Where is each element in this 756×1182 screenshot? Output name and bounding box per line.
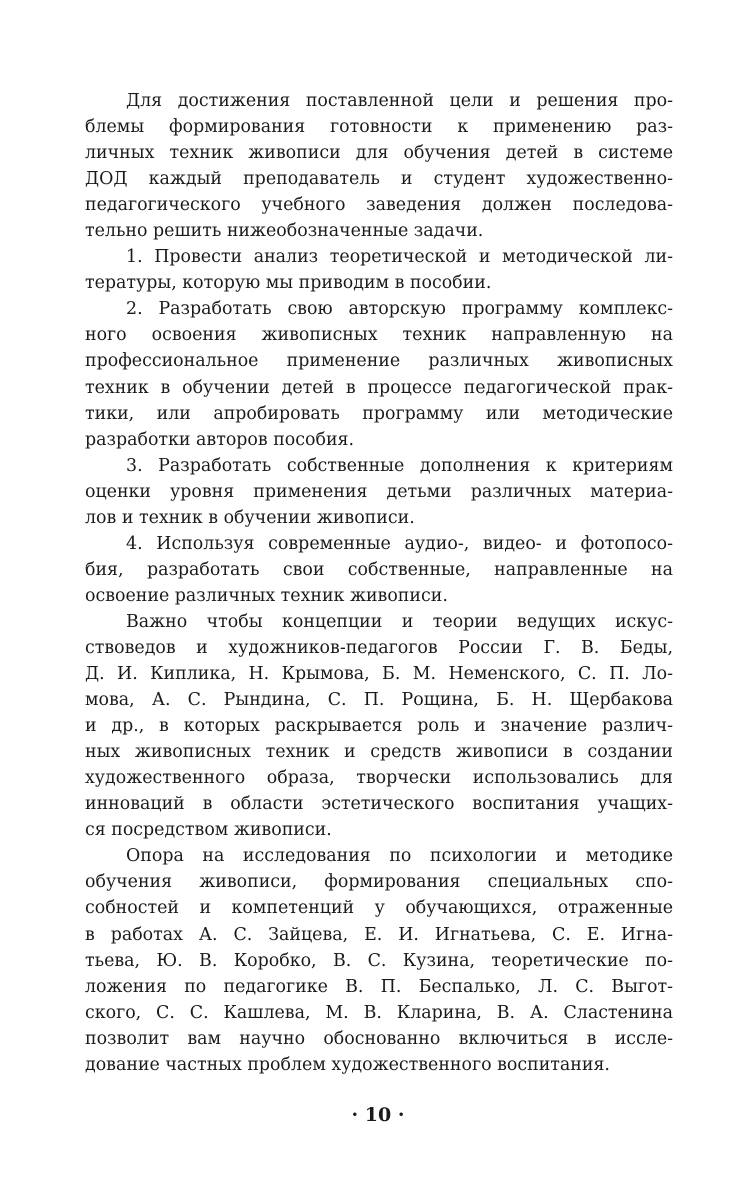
text-line: Важно чтобы концепции и теории ведущих искус-	[126, 611, 673, 632]
text-line: тературы, которую мы приводим в пособии.	[85, 273, 492, 294]
text-line: тьева, Ю. В. Коробко, В. С. Кузина, теоретические по-	[85, 950, 673, 971]
text-line: мова, А. С. Рындина, С. П. Рощина, Б. Н. Щербакова	[85, 690, 673, 711]
text-line: 4. Используя современные аудио-, видео- и фотопосо-	[126, 533, 673, 554]
paragraph	[85, 531, 673, 609]
text-line: и др., в которых раскрывается роль и значение различ-	[85, 716, 673, 737]
text-line: позволит вам научно обоснованно включиться в иссле-	[85, 1028, 673, 1049]
text-line: бия, разработать свои собственные, направленные на	[85, 559, 673, 580]
paragraph	[85, 453, 673, 531]
text-line: Д. И. Киплика, Н. Крымова, Б. М. Неменского, С. П. Ло-	[85, 664, 673, 685]
text-line: ложения по педагогике В. П. Беспалько, Л. С. Выгот-	[85, 976, 673, 997]
text-line: ных живописных техник и средств живописи в создании	[85, 742, 673, 763]
text-line: педагогического учебного заведения должен последова-	[85, 195, 673, 216]
text-line: 2. Разработать свою авторскую программу комплекс-	[126, 299, 673, 320]
text-line: дование частных проблем художественного воспитания.	[85, 1054, 610, 1075]
paragraph	[85, 244, 673, 296]
text-line: инноваций в области эстетического воспитания учащих-	[85, 794, 673, 815]
text-line: ДОД каждый преподаватель и студент художественно-	[85, 169, 673, 190]
body-text	[85, 88, 673, 1078]
text-line: техник в обучении детей в процессе педагогической прак-	[85, 377, 673, 398]
text-line: собностей и компетенций у обучающихся, отраженные	[85, 898, 673, 919]
text-line: художественного образа, творчески использовались для	[85, 768, 673, 789]
text-line: ского, С. С. Кашлева, М. В. Кларина, В. А. Сластенина	[85, 1002, 673, 1023]
text-line: Опора на исследования по психологии и методике	[126, 846, 673, 867]
text-line: освоение различных техник живописи.	[85, 585, 448, 606]
text-line: тельно решить нижеобозначенные задачи.	[85, 221, 484, 242]
text-line: профессиональное применение различных живописных	[85, 351, 673, 372]
text-line: лов и техник в обучении живописи.	[85, 507, 415, 528]
text-line: блемы формирования готовности к применению раз-	[85, 117, 673, 138]
page-number: · 10 ·	[351, 1104, 405, 1126]
paragraph	[85, 609, 673, 843]
text-line: обучения живописи, формирования специальных спо-	[85, 872, 673, 893]
paragraph	[85, 296, 673, 452]
text-line: разработки авторов пособия.	[85, 429, 355, 450]
text-line: в работах А. С. Зайцева, Е. И. Игнатьева, С. Е. Игна-	[85, 924, 673, 945]
text-line: ного освоения живописных техник направленную на	[85, 325, 673, 346]
text-line: ствоведов и художников-педагогов России Г. В. Беды,	[85, 637, 673, 658]
text-line: оценки уровня применения детьми различных материа-	[85, 481, 673, 502]
paragraph	[85, 843, 673, 1077]
text-line: тики, или апробировать программу или методические	[85, 403, 673, 424]
paragraph	[85, 88, 673, 244]
text-line: личных техник живописи для обучения детей в системе	[85, 143, 673, 164]
text-line: 1. Провести анализ теоретической и методической ли-	[126, 247, 673, 268]
text-line: ся посредством живописи.	[85, 820, 332, 841]
text-line: Для достижения поставленной цели и решения про-	[126, 91, 673, 111]
text-line: 3. Разработать собственные дополнения к критериям	[126, 455, 673, 476]
